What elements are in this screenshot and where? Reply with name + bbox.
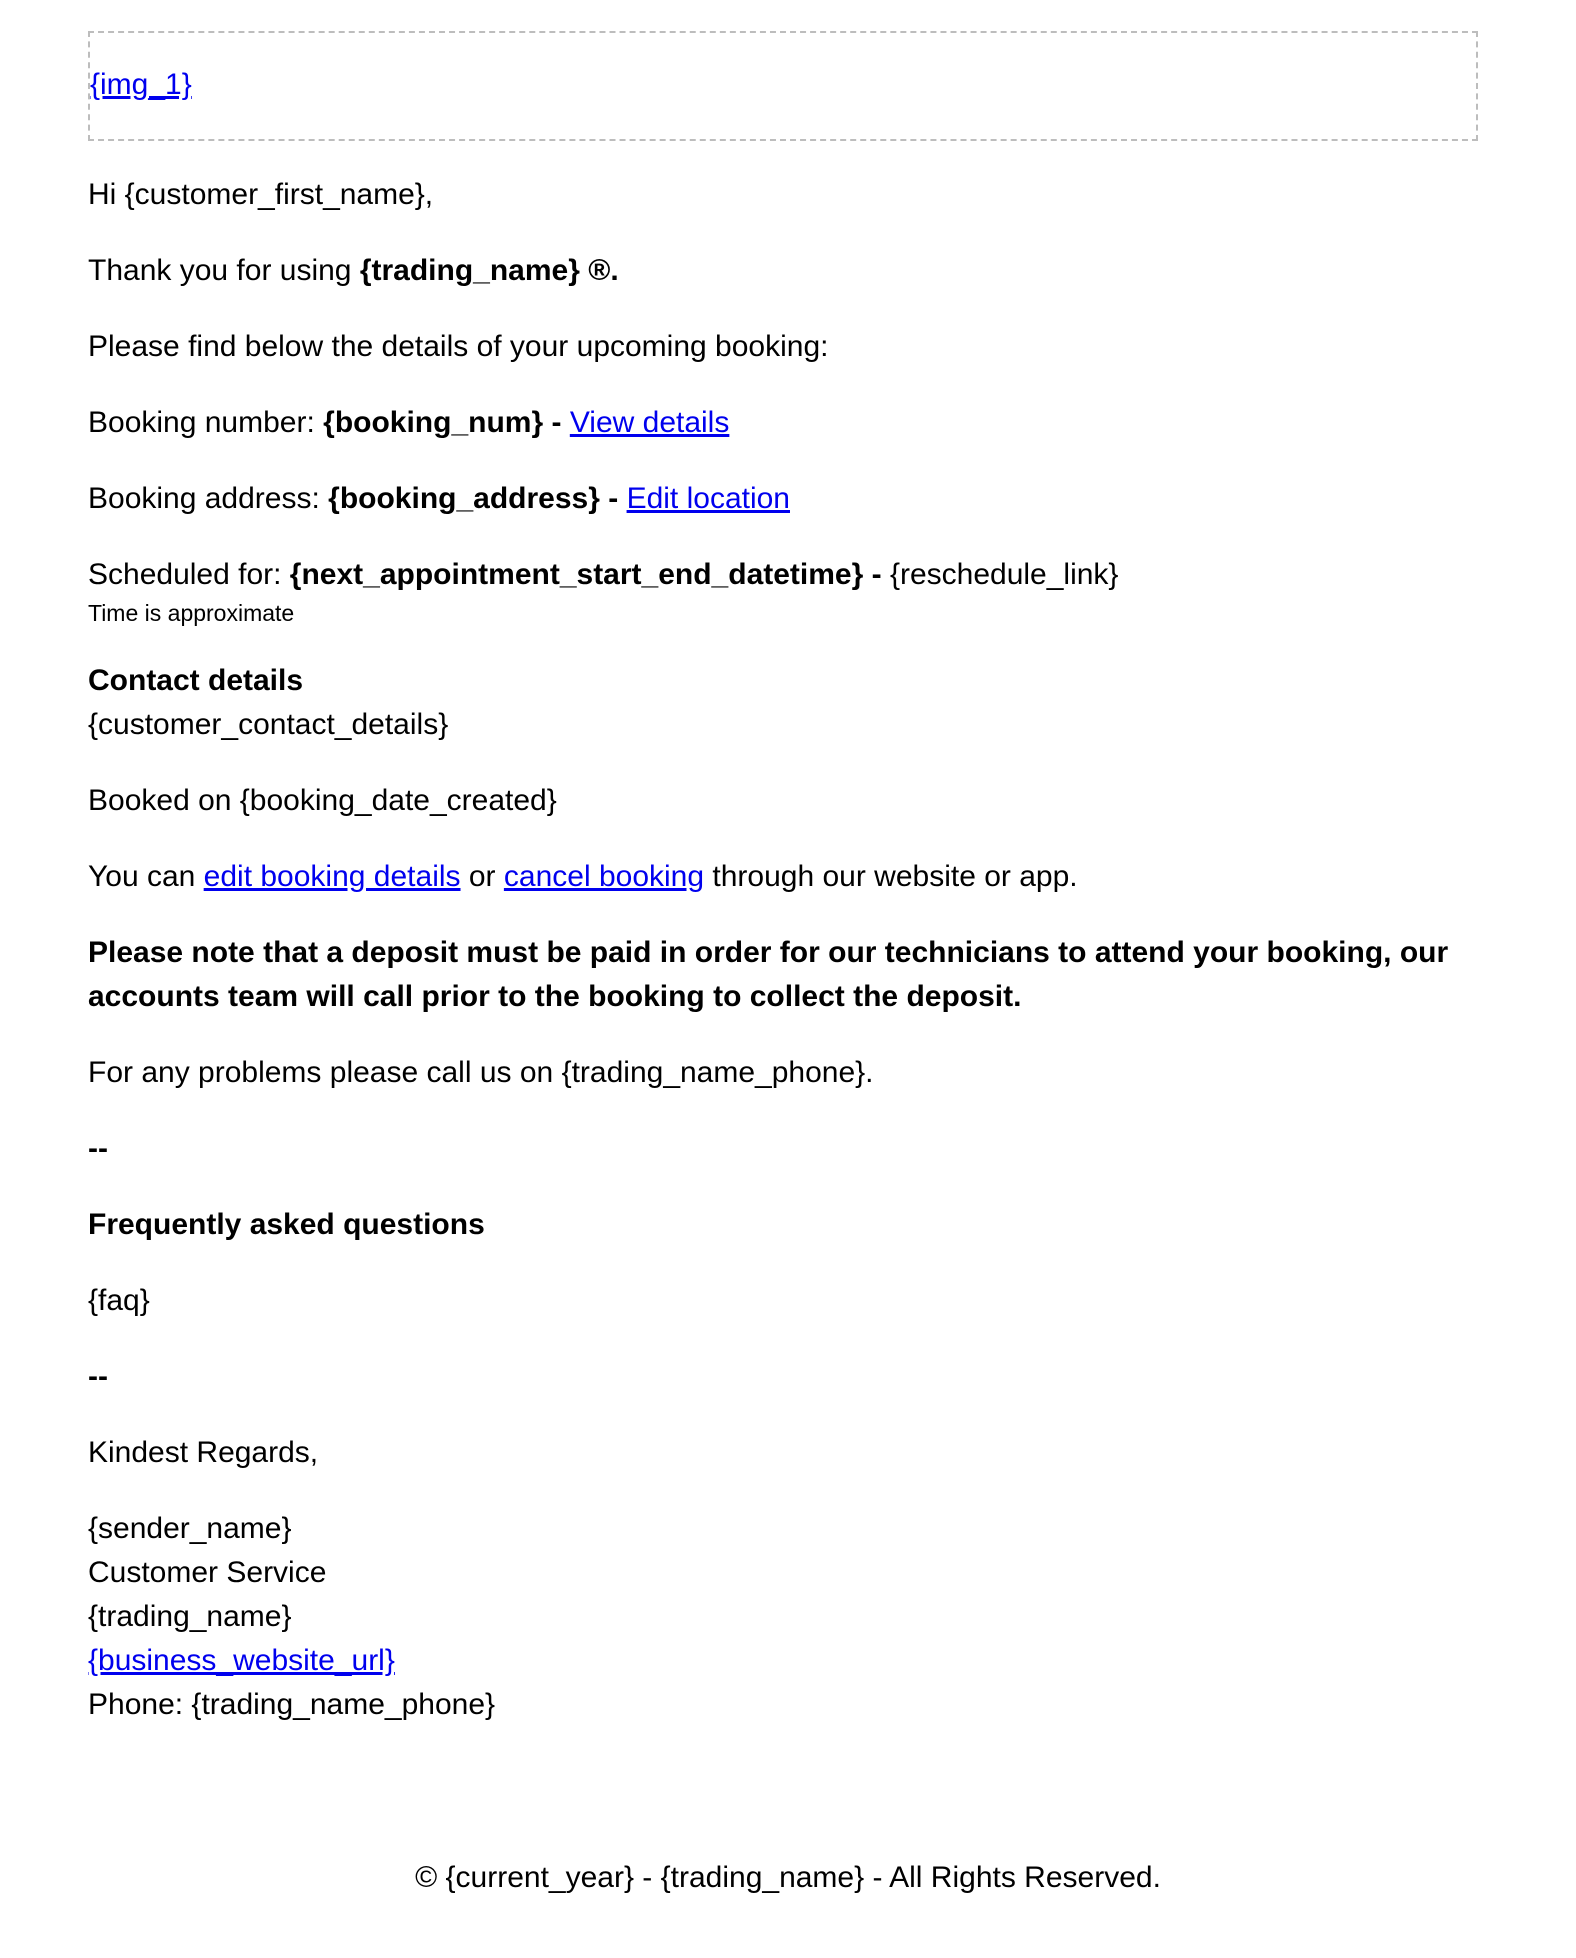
department: Customer Service (88, 1556, 327, 1589)
scheduled-value: {next_appointment_start_end_datetime} - (289, 558, 890, 591)
contact-heading: Contact details (88, 664, 304, 697)
booking-number-line (88, 401, 1478, 445)
greeting: Hi {customer_first_name}, (88, 178, 434, 211)
edit-cancel-line: You can edit booking details or cancel booking through our website or app. (88, 860, 1078, 893)
sender-name: {sender_name} (88, 1512, 292, 1545)
reschedule-text: {reschedule_link} (889, 558, 1119, 591)
thanks-line (88, 249, 1478, 293)
header-image-link[interactable]: {img_1} (90, 68, 192, 101)
cancel-booking-link[interactable]: cancel booking (503, 860, 705, 893)
booking-number-value: {booking_num} - (323, 406, 570, 439)
regards-line: Kindest Regards, (88, 1436, 319, 1469)
deposit-note: Please note that a deposit must be paid in order for our technicians to attend your booking, our accounts team will call prior to the booking to collect the deposit. (88, 936, 1449, 1013)
separator: -- (88, 1360, 108, 1393)
footer-copyright: © {current_year} - {trading_name} - All Rights Reserved. (415, 1861, 1161, 1894)
booking-number-label: Booking number: (88, 406, 324, 439)
header-image-placeholder (88, 31, 1478, 141)
booked-on-line: Booked on {booking_date_created} (88, 784, 557, 817)
scheduled-line (88, 553, 1478, 597)
faq-value: {faq} (88, 1284, 150, 1317)
booking-address-value: {booking_address} - (328, 482, 627, 515)
website-link[interactable]: {business_website_url} (88, 1644, 395, 1677)
signature-block (88, 1507, 1478, 1727)
email-body (88, 0, 1478, 1727)
signature-trading-name: {trading_name} (88, 1600, 292, 1633)
signature-phone: Phone: {trading_name_phone} (88, 1688, 496, 1721)
booking-address-label: Booking address: (88, 482, 329, 515)
problems-line: For any problems please call us on {trading_name_phone}. (88, 1056, 874, 1089)
thanks-prefix: Thank you for using (88, 254, 360, 287)
faq-heading: Frequently asked questions (88, 1208, 485, 1241)
contact-value: {customer_contact_details} (88, 708, 449, 741)
view-details-link[interactable]: View details (569, 406, 730, 439)
edit-location-link[interactable]: Edit location (626, 482, 790, 515)
booking-address-line (88, 477, 1478, 521)
scheduled-label: Scheduled for: (88, 558, 290, 591)
trading-name-bold: {trading_name} ®. (359, 254, 619, 287)
separator: -- (88, 1132, 108, 1165)
edit-booking-link[interactable]: edit booking details (203, 860, 461, 893)
intro-line: Please find below the details of your upcoming booking: (88, 330, 829, 363)
time-note: Time is approximate (88, 600, 295, 626)
